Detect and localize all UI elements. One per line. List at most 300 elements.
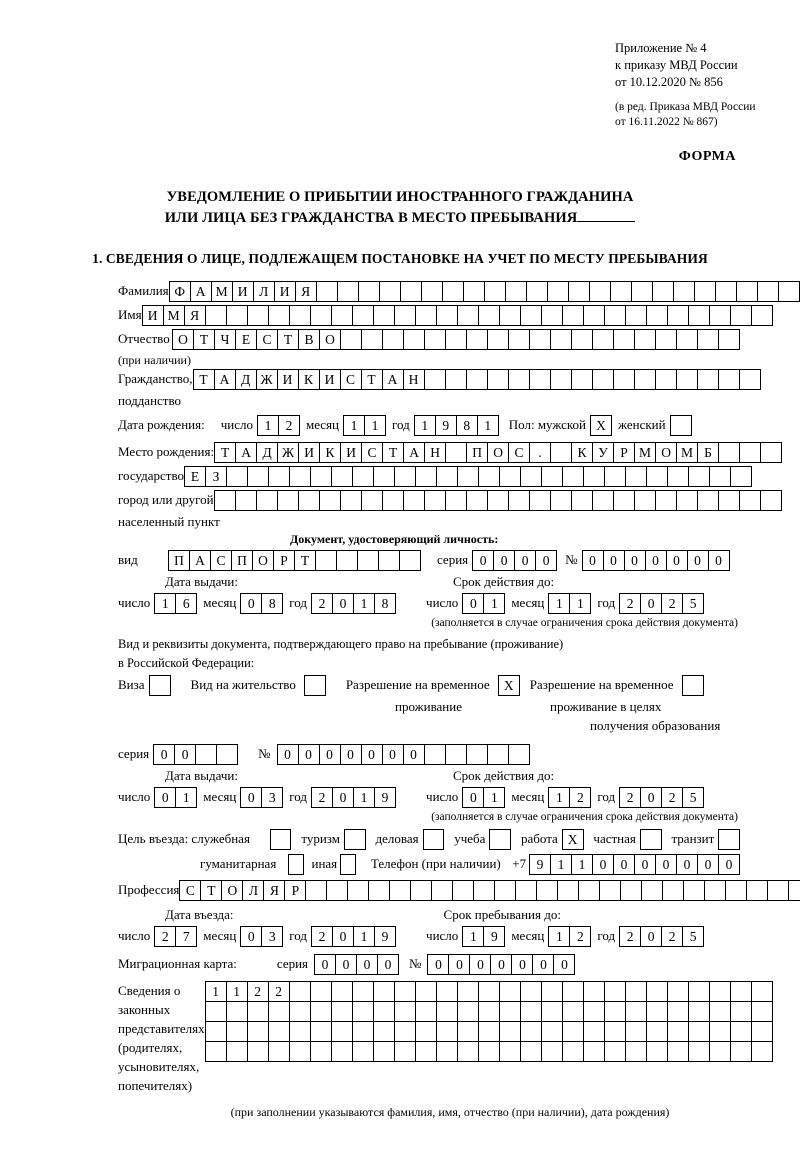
legal-reps-4-cell[interactable] xyxy=(331,1041,353,1062)
birthplace-2-cell[interactable] xyxy=(604,466,626,487)
profession-cell[interactable] xyxy=(494,880,516,901)
legal-reps-3-cell[interactable] xyxy=(604,1021,626,1042)
id-valid-year-cell[interactable]: 2 xyxy=(661,593,683,614)
patronymic-cell[interactable] xyxy=(571,329,593,350)
legal-reps-4-cell[interactable] xyxy=(478,1041,500,1062)
profession-cell[interactable]: С xyxy=(179,880,201,901)
legal-reps-2-cell[interactable] xyxy=(562,1001,584,1022)
profession-cell[interactable] xyxy=(599,880,621,901)
name-cell[interactable] xyxy=(604,305,626,326)
birthplace-3-cell[interactable] xyxy=(277,490,299,511)
legal-reps-3-cell[interactable] xyxy=(331,1021,353,1042)
birthplace-2-cell[interactable] xyxy=(520,466,542,487)
birthplace-1-cell[interactable]: О xyxy=(655,442,677,463)
surname-cell[interactable]: А xyxy=(190,281,212,302)
birthplace-1-cell[interactable]: Т xyxy=(214,442,236,463)
birthplace-1-cell[interactable]: Б xyxy=(697,442,719,463)
id-kind-cell[interactable]: О xyxy=(252,550,274,571)
legal-reps-2-cell[interactable] xyxy=(751,1001,773,1022)
legal-reps-4-cell[interactable] xyxy=(625,1041,647,1062)
legal-reps-4-cell[interactable] xyxy=(247,1041,269,1062)
legal-reps-3-cell[interactable] xyxy=(646,1021,668,1042)
legal-reps-1-cell[interactable]: 1 xyxy=(205,981,227,1002)
migration-number-cell[interactable]: 0 xyxy=(511,954,533,975)
citizenship-cell[interactable] xyxy=(739,369,761,390)
name-cell[interactable] xyxy=(205,305,227,326)
birthplace-3-cell[interactable] xyxy=(487,490,509,511)
legal-reps-4-cell[interactable] xyxy=(226,1041,248,1062)
birthplace-2-cell[interactable] xyxy=(415,466,437,487)
legal-reps-2-cell[interactable] xyxy=(289,1001,311,1022)
profession-cell[interactable] xyxy=(767,880,789,901)
legal-reps-row-1[interactable] xyxy=(205,981,773,1002)
permit-number-cell[interactable]: 0 xyxy=(319,744,341,765)
patronymic-cell[interactable] xyxy=(718,329,740,350)
surname-cell[interactable] xyxy=(316,281,338,302)
profession-cell[interactable] xyxy=(746,880,768,901)
birthplace-3-cell[interactable] xyxy=(319,490,341,511)
entry-day-input[interactable] xyxy=(154,926,197,947)
name-cell[interactable] xyxy=(415,305,437,326)
profession-cell[interactable] xyxy=(578,880,600,901)
birthplace-3-cell[interactable] xyxy=(466,490,488,511)
stay-day-cell[interactable]: 9 xyxy=(483,926,505,947)
legal-reps-2-cell[interactable] xyxy=(583,1001,605,1022)
citizenship-cell[interactable] xyxy=(592,369,614,390)
citizenship-cell[interactable]: Ж xyxy=(256,369,278,390)
phone-input[interactable] xyxy=(529,854,740,875)
legal-reps-3-cell[interactable] xyxy=(394,1021,416,1042)
legal-reps-1-cell[interactable]: 1 xyxy=(226,981,248,1002)
id-issue-year-cell[interactable]: 8 xyxy=(374,593,396,614)
surname-cell[interactable] xyxy=(421,281,443,302)
name-cell[interactable] xyxy=(373,305,395,326)
citizenship-cell[interactable] xyxy=(466,369,488,390)
phone-cell[interactable]: 0 xyxy=(718,854,740,875)
surname-cell[interactable]: Л xyxy=(253,281,275,302)
legal-reps-2-cell[interactable] xyxy=(457,1001,479,1022)
legal-reps-3-cell[interactable] xyxy=(583,1021,605,1042)
id-kind-cell[interactable] xyxy=(378,550,400,571)
permit-valid-day-cell[interactable]: 0 xyxy=(462,787,484,808)
purpose-study-checkbox[interactable] xyxy=(489,829,511,850)
birthplace-1-cell[interactable]: М xyxy=(634,442,656,463)
legal-reps-4-cell[interactable] xyxy=(436,1041,458,1062)
profession-cell[interactable] xyxy=(452,880,474,901)
surname-cell[interactable] xyxy=(736,281,758,302)
profession-cell[interactable] xyxy=(641,880,663,901)
birth-month-cell[interactable]: 1 xyxy=(364,415,386,436)
legal-reps-4-cell[interactable] xyxy=(709,1041,731,1062)
surname-cell[interactable] xyxy=(337,281,359,302)
stay-day-cell[interactable]: 1 xyxy=(462,926,484,947)
entry-month-cell[interactable]: 0 xyxy=(240,926,262,947)
id-issue-year-cell[interactable]: 1 xyxy=(353,593,375,614)
legal-reps-3-cell[interactable] xyxy=(436,1021,458,1042)
permit-series-cell[interactable] xyxy=(195,744,217,765)
legal-reps-2-cell[interactable] xyxy=(667,1001,689,1022)
permit-valid-year-cell[interactable]: 2 xyxy=(619,787,641,808)
birthplace-2-cell[interactable] xyxy=(394,466,416,487)
birthplace-2-cell[interactable] xyxy=(625,466,647,487)
citizenship-cell[interactable]: К xyxy=(298,369,320,390)
patronymic-cell[interactable] xyxy=(592,329,614,350)
birthplace-3-cell[interactable] xyxy=(214,490,236,511)
birthplace-3-cell[interactable] xyxy=(592,490,614,511)
birthplace-2-cell[interactable] xyxy=(583,466,605,487)
citizenship-cell[interactable]: И xyxy=(277,369,299,390)
permit-series-cell[interactable]: 0 xyxy=(174,744,196,765)
migration-series-cell[interactable]: 0 xyxy=(314,954,336,975)
birthplace-3-cell[interactable] xyxy=(361,490,383,511)
stay-month-cell[interactable]: 2 xyxy=(569,926,591,947)
birthplace-2-cell[interactable] xyxy=(709,466,731,487)
birth-day-input[interactable] xyxy=(257,415,300,436)
birthplace-3-cell[interactable] xyxy=(403,490,425,511)
legal-reps-1-cell[interactable] xyxy=(709,981,731,1002)
sex-male-checkbox[interactable]: X xyxy=(590,415,612,436)
birthplace-2-cell[interactable] xyxy=(646,466,668,487)
id-valid-year-input[interactable] xyxy=(619,593,704,614)
id-number-cell[interactable]: 0 xyxy=(624,550,646,571)
surname-cell[interactable] xyxy=(673,281,695,302)
legal-reps-2-cell[interactable] xyxy=(709,1001,731,1022)
id-kind-cell[interactable]: Р xyxy=(273,550,295,571)
patronymic-cell[interactable]: В xyxy=(298,329,320,350)
purpose-transit-checkbox[interactable] xyxy=(718,829,740,850)
patronymic-cell[interactable] xyxy=(655,329,677,350)
surname-input[interactable] xyxy=(169,281,800,302)
legal-reps-4-cell[interactable] xyxy=(688,1041,710,1062)
birthplace-1-cell[interactable]: К xyxy=(571,442,593,463)
stay-month-input[interactable] xyxy=(548,926,591,947)
legal-reps-2-cell[interactable] xyxy=(688,1001,710,1022)
birthplace-1-cell[interactable] xyxy=(739,442,761,463)
birthplace-3-cell[interactable] xyxy=(550,490,572,511)
birthplace-1-cell[interactable]: И xyxy=(298,442,320,463)
birthplace-1-cell[interactable]: И xyxy=(340,442,362,463)
birthplace-2-cell[interactable] xyxy=(730,466,752,487)
permit-valid-day-input[interactable] xyxy=(462,787,505,808)
birthplace-3-cell[interactable] xyxy=(697,490,719,511)
id-issue-year-cell[interactable]: 0 xyxy=(332,593,354,614)
permit-issue-year-cell[interactable]: 9 xyxy=(374,787,396,808)
legal-reps-1-cell[interactable] xyxy=(289,981,311,1002)
legal-reps-3-cell[interactable] xyxy=(478,1021,500,1042)
visa-checkbox[interactable] xyxy=(149,675,171,696)
legal-reps-2-cell[interactable] xyxy=(247,1001,269,1022)
surname-cell[interactable] xyxy=(715,281,737,302)
legal-reps-4-cell[interactable] xyxy=(415,1041,437,1062)
birthplace-1-cell[interactable]: Д xyxy=(256,442,278,463)
birthplace-2-cell[interactable] xyxy=(457,466,479,487)
legal-reps-2-cell[interactable] xyxy=(268,1001,290,1022)
profession-cell[interactable] xyxy=(557,880,579,901)
purpose-business-checkbox[interactable] xyxy=(423,829,445,850)
stay-year-cell[interactable]: 2 xyxy=(619,926,641,947)
patronymic-cell[interactable] xyxy=(361,329,383,350)
birth-month-cell[interactable]: 1 xyxy=(343,415,365,436)
birthplace-3-cell[interactable] xyxy=(340,490,362,511)
citizenship-cell[interactable]: С xyxy=(340,369,362,390)
permit-number-cell[interactable]: 0 xyxy=(361,744,383,765)
birthplace-2-cell[interactable]: Е xyxy=(184,466,206,487)
permit-number-cell[interactable] xyxy=(466,744,488,765)
surname-cell[interactable] xyxy=(505,281,527,302)
id-number-cell[interactable]: 0 xyxy=(708,550,730,571)
id-kind-cell[interactable] xyxy=(315,550,337,571)
stay-year-cell[interactable]: 5 xyxy=(682,926,704,947)
legal-reps-4-cell[interactable] xyxy=(394,1041,416,1062)
migration-series-input[interactable] xyxy=(314,954,399,975)
entry-year-cell[interactable]: 1 xyxy=(353,926,375,947)
birthplace-2-cell[interactable] xyxy=(289,466,311,487)
legal-reps-1-cell[interactable]: 2 xyxy=(268,981,290,1002)
permit-number-cell[interactable] xyxy=(508,744,530,765)
id-series-cell[interactable]: 0 xyxy=(535,550,557,571)
legal-reps-row-2[interactable] xyxy=(205,1001,773,1022)
id-series-cell[interactable]: 0 xyxy=(514,550,536,571)
citizenship-cell[interactable] xyxy=(508,369,530,390)
birthplace-1-cell[interactable]: М xyxy=(676,442,698,463)
entry-day-cell[interactable]: 7 xyxy=(175,926,197,947)
birthplace-2-cell[interactable] xyxy=(247,466,269,487)
name-cell[interactable] xyxy=(268,305,290,326)
entry-year-cell[interactable]: 2 xyxy=(311,926,333,947)
legal-reps-1-cell[interactable] xyxy=(667,981,689,1002)
id-valid-year-cell[interactable]: 2 xyxy=(619,593,641,614)
birthplace-1-cell[interactable]: П xyxy=(466,442,488,463)
legal-reps-1-cell[interactable] xyxy=(415,981,437,1002)
permit-issue-year-cell[interactable]: 0 xyxy=(332,787,354,808)
profession-cell[interactable] xyxy=(704,880,726,901)
legal-reps-2-cell[interactable] xyxy=(415,1001,437,1022)
permit-valid-year-cell[interactable]: 5 xyxy=(682,787,704,808)
legal-reps-1-cell[interactable]: 2 xyxy=(247,981,269,1002)
birthplace-3-cell[interactable] xyxy=(256,490,278,511)
name-cell[interactable] xyxy=(562,305,584,326)
legal-reps-4-cell[interactable] xyxy=(205,1041,227,1062)
birthplace-2-cell[interactable] xyxy=(331,466,353,487)
permit-number-cell[interactable] xyxy=(424,744,446,765)
birthplace-2-cell[interactable] xyxy=(499,466,521,487)
legal-reps-4-cell[interactable] xyxy=(352,1041,374,1062)
citizenship-cell[interactable] xyxy=(487,369,509,390)
id-number-cell[interactable]: 0 xyxy=(645,550,667,571)
birthplace-2-cell[interactable] xyxy=(310,466,332,487)
name-cell[interactable] xyxy=(709,305,731,326)
birthplace-line-2-input[interactable] xyxy=(184,466,752,487)
patronymic-input[interactable] xyxy=(172,329,740,350)
birthplace-2-cell[interactable] xyxy=(268,466,290,487)
permit-issue-day-input[interactable] xyxy=(154,787,197,808)
legal-reps-2-cell[interactable] xyxy=(499,1001,521,1022)
profession-cell[interactable] xyxy=(347,880,369,901)
purpose-private-checkbox[interactable] xyxy=(640,829,662,850)
entry-day-cell[interactable]: 2 xyxy=(154,926,176,947)
id-series-input[interactable] xyxy=(472,550,557,571)
entry-year-cell[interactable]: 0 xyxy=(332,926,354,947)
migration-number-cell[interactable]: 0 xyxy=(427,954,449,975)
permit-valid-day-cell[interactable]: 1 xyxy=(483,787,505,808)
id-number-cell[interactable]: 0 xyxy=(666,550,688,571)
legal-reps-2-cell[interactable] xyxy=(205,1001,227,1022)
name-cell[interactable]: М xyxy=(163,305,185,326)
permit-series-cell[interactable] xyxy=(216,744,238,765)
surname-cell[interactable] xyxy=(694,281,716,302)
birthplace-3-cell[interactable] xyxy=(613,490,635,511)
birthplace-1-cell[interactable]: У xyxy=(592,442,614,463)
birthplace-1-cell[interactable]: Т xyxy=(382,442,404,463)
legal-reps-4-cell[interactable] xyxy=(457,1041,479,1062)
phone-cell[interactable]: 0 xyxy=(592,854,614,875)
legal-reps-3-cell[interactable] xyxy=(709,1021,731,1042)
patronymic-cell[interactable] xyxy=(613,329,635,350)
id-number-cell[interactable]: 0 xyxy=(603,550,625,571)
id-issue-day-cell[interactable]: 6 xyxy=(175,593,197,614)
permit-number-cell[interactable]: 0 xyxy=(277,744,299,765)
birthplace-1-cell[interactable]: С xyxy=(361,442,383,463)
permit-issue-year-input[interactable] xyxy=(311,787,396,808)
surname-cell[interactable] xyxy=(442,281,464,302)
birthplace-2-cell[interactable] xyxy=(373,466,395,487)
profession-cell[interactable] xyxy=(431,880,453,901)
purpose-tourism-checkbox[interactable] xyxy=(344,829,366,850)
citizenship-cell[interactable] xyxy=(718,369,740,390)
surname-cell[interactable]: Ф xyxy=(169,281,191,302)
patronymic-cell[interactable] xyxy=(529,329,551,350)
patronymic-cell[interactable]: Ч xyxy=(214,329,236,350)
surname-cell[interactable] xyxy=(652,281,674,302)
permit-issue-day-cell[interactable]: 0 xyxy=(154,787,176,808)
migration-series-cell[interactable]: 0 xyxy=(356,954,378,975)
birthplace-3-cell[interactable] xyxy=(382,490,404,511)
legal-reps-3-cell[interactable] xyxy=(352,1021,374,1042)
name-cell[interactable] xyxy=(478,305,500,326)
legal-reps-3-cell[interactable] xyxy=(520,1021,542,1042)
migration-number-cell[interactable]: 0 xyxy=(448,954,470,975)
legal-reps-4-cell[interactable] xyxy=(541,1041,563,1062)
purpose-service-checkbox[interactable] xyxy=(270,829,292,850)
birthplace-1-cell[interactable]: К xyxy=(319,442,341,463)
surname-cell[interactable] xyxy=(526,281,548,302)
birthplace-1-cell[interactable]: Ж xyxy=(277,442,299,463)
legal-reps-3-cell[interactable] xyxy=(562,1021,584,1042)
patronymic-cell[interactable]: Т xyxy=(277,329,299,350)
legal-reps-2-cell[interactable] xyxy=(541,1001,563,1022)
surname-cell[interactable] xyxy=(484,281,506,302)
legal-reps-1-cell[interactable] xyxy=(751,981,773,1002)
legal-reps-2-cell[interactable] xyxy=(520,1001,542,1022)
permit-number-cell[interactable] xyxy=(445,744,467,765)
profession-cell[interactable]: Л xyxy=(242,880,264,901)
legal-reps-3-cell[interactable] xyxy=(268,1021,290,1042)
legal-reps-3-cell[interactable] xyxy=(289,1021,311,1042)
legal-reps-2-cell[interactable] xyxy=(352,1001,374,1022)
birthplace-1-cell[interactable]: О xyxy=(487,442,509,463)
permit-issue-year-cell[interactable]: 2 xyxy=(311,787,333,808)
citizenship-cell[interactable] xyxy=(424,369,446,390)
legal-reps-2-cell[interactable] xyxy=(625,1001,647,1022)
surname-cell[interactable]: М xyxy=(211,281,233,302)
name-cell[interactable] xyxy=(499,305,521,326)
legal-reps-3-cell[interactable] xyxy=(310,1021,332,1042)
birthplace-2-cell[interactable]: З xyxy=(205,466,227,487)
id-number-cell[interactable]: 0 xyxy=(687,550,709,571)
patronymic-cell[interactable] xyxy=(487,329,509,350)
surname-cell[interactable] xyxy=(757,281,779,302)
citizenship-cell[interactable]: Т xyxy=(361,369,383,390)
citizenship-input[interactable] xyxy=(193,369,761,390)
surname-cell[interactable] xyxy=(631,281,653,302)
legal-reps-4-cell[interactable] xyxy=(583,1041,605,1062)
birthplace-3-cell[interactable] xyxy=(634,490,656,511)
birth-day-cell[interactable]: 1 xyxy=(257,415,279,436)
permit-valid-month-cell[interactable]: 1 xyxy=(548,787,570,808)
profession-cell[interactable] xyxy=(389,880,411,901)
migration-number-cell[interactable]: 0 xyxy=(553,954,575,975)
legal-reps-3-cell[interactable] xyxy=(625,1021,647,1042)
purpose-work-checkbox[interactable]: X xyxy=(562,829,584,850)
patronymic-cell[interactable]: С xyxy=(256,329,278,350)
permit-valid-year-cell[interactable]: 2 xyxy=(661,787,683,808)
id-valid-day-cell[interactable]: 0 xyxy=(462,593,484,614)
name-cell[interactable] xyxy=(310,305,332,326)
permit-issue-year-cell[interactable]: 1 xyxy=(353,787,375,808)
entry-year-cell[interactable]: 9 xyxy=(374,926,396,947)
id-kind-cell[interactable]: П xyxy=(231,550,253,571)
name-cell[interactable] xyxy=(331,305,353,326)
name-cell[interactable] xyxy=(352,305,374,326)
legal-reps-1-cell[interactable] xyxy=(310,981,332,1002)
legal-reps-1-cell[interactable] xyxy=(331,981,353,1002)
name-cell[interactable] xyxy=(436,305,458,326)
profession-cell[interactable] xyxy=(662,880,684,901)
phone-cell[interactable]: 0 xyxy=(613,854,635,875)
permit-number-cell[interactable]: 0 xyxy=(382,744,404,765)
patronymic-cell[interactable] xyxy=(445,329,467,350)
id-series-cell[interactable]: 0 xyxy=(493,550,515,571)
id-issue-month-cell[interactable]: 8 xyxy=(261,593,283,614)
birthplace-3-cell[interactable] xyxy=(718,490,740,511)
legal-reps-1-cell[interactable] xyxy=(520,981,542,1002)
stay-year-cell[interactable]: 0 xyxy=(640,926,662,947)
legal-reps-4-cell[interactable] xyxy=(667,1041,689,1062)
birthplace-1-cell[interactable]: Р xyxy=(613,442,635,463)
legal-reps-1-cell[interactable] xyxy=(583,981,605,1002)
profession-cell[interactable] xyxy=(536,880,558,901)
birthplace-2-cell[interactable] xyxy=(436,466,458,487)
legal-reps-1-cell[interactable] xyxy=(541,981,563,1002)
legal-reps-2-cell[interactable] xyxy=(310,1001,332,1022)
birthplace-3-cell[interactable] xyxy=(508,490,530,511)
legal-reps-1-cell[interactable] xyxy=(688,981,710,1002)
phone-cell[interactable]: 0 xyxy=(655,854,677,875)
birthplace-2-cell[interactable] xyxy=(541,466,563,487)
legal-reps-1-cell[interactable] xyxy=(436,981,458,1002)
phone-cell[interactable]: 0 xyxy=(634,854,656,875)
name-cell[interactable] xyxy=(541,305,563,326)
legal-reps-4-cell[interactable] xyxy=(373,1041,395,1062)
id-kind-cell[interactable] xyxy=(336,550,358,571)
stay-month-cell[interactable]: 1 xyxy=(548,926,570,947)
profession-cell[interactable] xyxy=(725,880,747,901)
name-cell[interactable] xyxy=(583,305,605,326)
profession-cell[interactable] xyxy=(410,880,432,901)
birthplace-3-cell[interactable] xyxy=(529,490,551,511)
citizenship-cell[interactable] xyxy=(676,369,698,390)
birthplace-2-cell[interactable] xyxy=(667,466,689,487)
